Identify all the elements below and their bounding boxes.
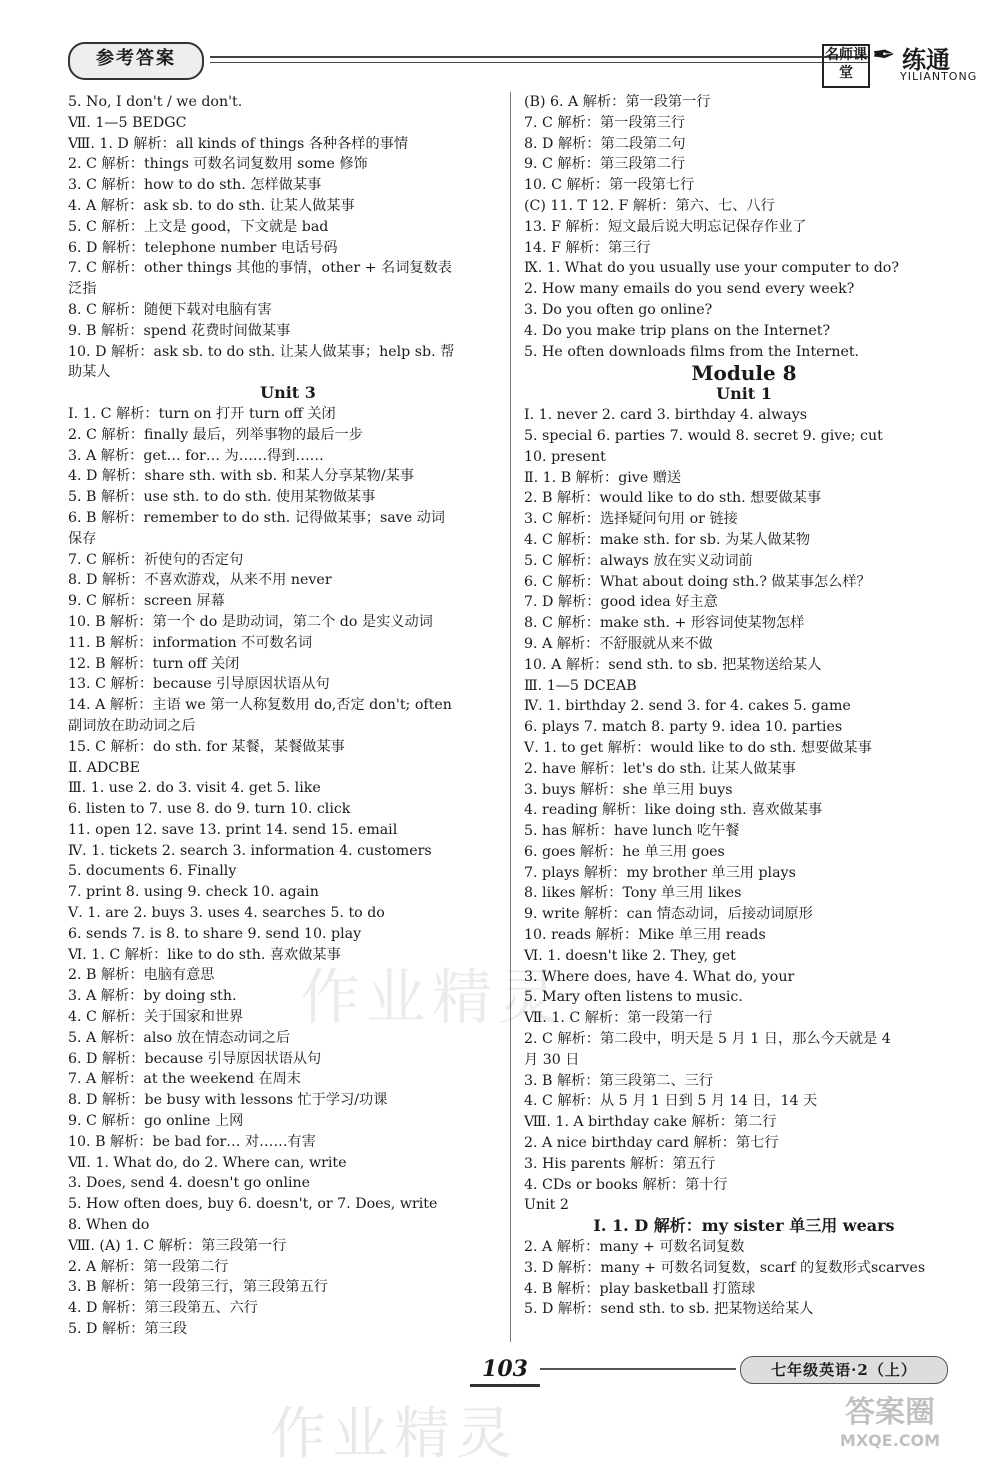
answer-line: 3. His parents 解析：第五行 [524,1155,716,1172]
answer-line: 8. D 解析：be busy with lessons 忙于学习/功课 [68,1092,388,1109]
answer-line: 3. B 解析：第一段第三行，第三段第五行 [68,1279,328,1296]
answer-line: 9. A 解析：不舒服就从来不做 [524,635,713,652]
answer-line: 14. F 解析：第三行 [524,239,651,256]
answer-line: 10. D 解析：ask sb. to do sth. 让某人做某事；help sb. 帮 [68,343,455,360]
answer-line: 2. C 解析：finally 最后，列举事物的最后一步 [68,426,363,443]
answer-line: 4. D 解析：第三段第五、六行 [68,1300,258,1317]
answer-line: 5. How often does, buy 6. doesn't, or 7. Does, write [68,1196,438,1213]
pen-icon: ✒ [872,38,896,71]
corner-watermark-url: MXQE.COM [839,1431,941,1450]
header-rule-thin [210,62,870,63]
answer-line: Ⅵ. 1. C 解析：like to do sth. 喜欢做某事 [68,946,341,963]
header-rule [210,56,870,58]
answer-line: 7. C 解析：祈使句的否定句 [68,551,244,568]
answer-line: 7. plays 解析：my brother 单三用 plays [524,864,796,881]
answer-line: 3. Does, send 4. doesn't go online [68,1175,311,1192]
answer-line: 7. C 解析：第一段第三行 [524,114,686,131]
answer-line: 11. B 解析：information 不可数名词 [68,634,313,651]
answer-line: 6. plays 7. match 8. party 9. idea 10. parties [524,719,843,736]
answer-line: 5. Mary often listens to music. [524,989,743,1006]
answer-line: Ⅷ. (A) 1. C 解析：第三段第一行 [68,1237,287,1254]
answer-line: 12. B 解析：turn off 关闭 [68,655,240,672]
answer-line: 8. D 解析：不喜欢游戏，从来不用 never [68,572,332,589]
answer-line: 2. C 解析：第二段中，明天是 5 月 1 日，那么今天就是 4 [524,1031,891,1048]
answer-line: 15. C 解析：do sth. for 某餐，某餐做某事 [68,738,345,755]
answer-line: Ⅷ. 1. A birthday cake 解析：第二行 [524,1114,777,1131]
answer-line: 10. B 解析：be bad for… 对……有害 [68,1133,316,1150]
answer-line: 9. C 解析：go online 上网 [68,1113,244,1130]
answer-line: Ⅶ. 1—5 BEDGC [68,114,187,131]
answer-line: 5. C 解析：上文是 good，下文就是 bad [68,218,329,235]
answer-line: 3. Do you often go online? [524,301,713,318]
footer-rule [540,1368,736,1370]
answer-line: 4. C 解析：关于国家和世界 [68,1009,244,1026]
answer-line: 4. C 解析：从 5 月 1 日到 5 月 14 日，14 天 [524,1093,818,1110]
brand-name: 练通 [902,46,950,74]
answer-line: 6. sends 7. is 8. to share 9. send 10. play [68,925,362,942]
answer-line: 泛指 [68,281,97,298]
answer-line: 7. C 解析：other things 其他的事情，other + 名词复数表 [68,260,452,277]
answer-line: 4. C 解析：make sth. for sb. 为某人做某物 [524,531,811,548]
answer-line: 6. listen to 7. use 8. do 9. turn 10. click [68,801,351,818]
answer-line: 8. When do [68,1217,150,1234]
reference-answer-badge: 参考答案 [68,42,204,80]
answer-line: 10. reads 解析：Mike 单三用 reads [524,927,766,944]
answer-line: 3. buys 解析：she 单三用 buys [524,781,733,798]
answer-line: Ⅴ. 1. are 2. buys 3. uses 4. searches 5. to do [68,905,385,922]
answer-line: Ⅸ. 1. What do you usually use your computer to do? [524,260,899,277]
answer-line: 9. C 解析：screen 屏幕 [68,593,225,610]
answer-line: 2. B 解析：would like to do sth. 想要做某事 [524,490,822,507]
answer-line: Ⅳ. 1. birthday 2. send 3. for 4. cakes 5. game [524,698,851,715]
answer-line: 4. B 解析：play basketball 打篮球 [524,1280,756,1297]
page-header [60,30,978,90]
answer-line: Ⅰ. 1. C 解析：turn on 打开 turn off 关闭 [68,405,336,422]
answer-line: 8. likes 解析：Tony 单三用 likes [524,885,742,902]
answer-line: 2. B 解析：电脑有意思 [68,967,215,984]
answer-line: 2. A 解析：many + 可数名词复数 [524,1239,745,1256]
answer-line: 7. A 解析：at the weekend 在周末 [68,1071,301,1088]
watermark: 作业精灵 [300,963,564,1033]
answer-line: Ⅲ. 1. use 2. do 3. visit 4. get 5. like [68,780,321,797]
answer-line: 6. goes 解析：he 单三用 goes [524,843,725,860]
answer-line: 5. He often downloads films from the Internet. [524,343,860,360]
answer-line: 3. D 解析：many + 可数名词复数，scarf 的复数形式scarves [524,1259,926,1276]
answer-line: 6. D 解析：because 引导原因状语从句 [68,1050,322,1067]
answer-line: 4. CDs or books 解析：第十行 [524,1176,728,1193]
left-column [68,92,508,1340]
unit-heading: Unit 3 [260,383,316,403]
answer-line: Ⅴ. 1. to get 解析：would like to do sth. 想要做某事 [524,739,872,756]
answer-line: 4. A 解析：ask sb. to do sth. 让某人做某事 [68,197,355,214]
answer-line: 5. documents 6. Finally [68,863,237,880]
answer-line: 8. C 解析：随便下载对电脑有害 [68,301,272,318]
answer-line: 助某人 [68,364,111,381]
answer-line: 月 30 日 [524,1051,580,1068]
answer-line: 2. A 解析：第一段第二行 [68,1258,229,1275]
answer-line: 2. C 解析：things 可数名词复数用 some 修饰 [68,156,368,173]
answer-line: 9. C 解析：第三段第二行 [524,156,686,173]
answer-line: 8. D 解析：第二段第二句 [524,135,686,152]
answer-line: 2. A nice birthday card 解析：第七行 [524,1135,779,1152]
answer-line: 5. B 解析：use sth. to do sth. 使用某物做某事 [68,489,376,506]
corner-watermark [800,1396,980,1462]
answer-line: Ⅱ. 1. B 解析：give 赠送 [524,469,682,486]
answer-line: 5. D 解析：send sth. to sb. 把某物送给某人 [524,1301,814,1318]
answer-line: 5. No, I don't / we don't. [68,94,243,110]
answer-line: 副词放在助动词之后 [68,717,196,734]
column-divider [510,92,511,1342]
answer-line: 5. has 解析：have lunch 吃午餐 [524,823,740,840]
answer-line: 9. write 解析：can 情态动词，后接动词原形 [524,906,813,923]
answer-line: Unit 2 [524,1197,569,1214]
answer-line: 4. Do you make trip plans on the Internet? [524,322,831,339]
module-heading: Module 8 [691,361,797,386]
answer-line: Ⅲ. 1—5 DCEAB [524,677,637,694]
answer-line: 3. C 解析：how to do sth. 怎样做某事 [68,177,322,194]
answer-line: 7. D 解析：good idea 好主意 [524,594,718,611]
unit-heading: Ⅰ. 1. D 解析：my sister 单三用 wears [593,1216,895,1236]
answer-line: 6. D 解析：telephone number 电话号码 [68,239,338,256]
answer-line: 4. D 解析：share sth. with sb. 和某人分享某物/某事 [68,468,415,485]
answer-line: Ⅷ. 1. D 解析：all kinds of things 各种各样的事情 [68,135,409,152]
answer-line: Ⅶ. 1. What do, do 2. Where can, write [68,1154,347,1171]
answer-line: 3. Where does, have 4. What do, your [524,968,795,985]
answer-line: 10. B 解析：第一个 do 是助动词，第二个 do 是实义动词 [68,613,433,630]
answer-line: 13. F 解析：短文最后说大明忘记保存作业了 [524,218,807,235]
brand-name-en: YILIANTONG [900,70,978,83]
answer-line: Ⅰ. 1. never 2. card 3. birthday 4. always [524,407,808,424]
answer-line: 10. A 解析：send sth. to sb. 把某物送给某人 [524,656,822,673]
right-column [524,92,964,1320]
book-label: 七年级英语·2（上） [740,1356,948,1384]
answer-line: 5. D 解析：第三段 [68,1321,188,1338]
answer-line: 5. special 6. parties 7. would 8. secret 9. give; cut [524,427,883,444]
answer-line: 6. C 解析：What about doing sth.? 做某事怎么样？ [524,573,871,590]
answer-line: 9. B 解析：spend 花费时间做某事 [68,322,291,339]
answer-line: 10. C 解析：第一段第七行 [524,177,695,194]
answer-line: 3. A 解析：by doing sth. [68,988,237,1005]
corner-watermark-text: 答案圈 [845,1395,935,1430]
page-number: 103 [470,1354,540,1387]
answer-line: 7. print 8. using 9. check 10. again [68,884,319,901]
answer-line: 6. B 解析：remember to do sth. 记得做某事；save 动词 [68,509,445,526]
answer-line: 11. open 12. save 13. print 14. send 15. email [68,821,398,838]
answer-line: (C) 11. T 12. F 解析：第六、七、八行 [524,197,775,214]
answer-line: Ⅱ. ADCBE [68,759,140,776]
answer-line: 4. reading 解析：like doing sth. 喜欢做某事 [524,802,823,819]
watermark-bottom: 作业精灵 [270,1402,518,1467]
answer-line: 3. C 解析：选择疑问句用 or 链接 [524,511,738,528]
answer-line: 13. C 解析：because 引导原因状语从句 [68,676,330,693]
answer-line: 2. How many emails do you send every week? [524,281,855,298]
answer-line: 8. C 解析：make sth. + 形容词使某物怎样 [524,615,805,632]
answer-line: 保存 [68,530,97,547]
answer-line: 5. A 解析：also 放在情态动词之后 [68,1029,291,1046]
answer-line: Ⅳ. 1. tickets 2. search 3. information 4. customers [68,842,432,859]
answer-line: 10. present [524,448,606,465]
answer-line: (B) 6. A 解析：第一段第一行 [524,94,711,110]
answer-line: 5. C 解析：always 放在实义动词前 [524,552,753,569]
answer-line: 3. A 解析：get… for… 为……得到…… [68,447,324,464]
answer-line: 14. A 解析：主语 we 第一人称复数用 do,否定 don't; often [68,697,452,714]
brand-logo-box: 名师课堂 [822,44,870,88]
answer-line: Ⅶ. 1. C 解析：第一段第一行 [524,1010,713,1027]
answer-line: 2. have 解析：let's do sth. 让某人做某事 [524,760,796,777]
unit-heading: Unit 1 [716,384,772,404]
answer-line: Ⅵ. 1. doesn't like 2. They, get [524,947,736,964]
answer-line: 3. B 解析：第三段第二、三行 [524,1072,714,1089]
